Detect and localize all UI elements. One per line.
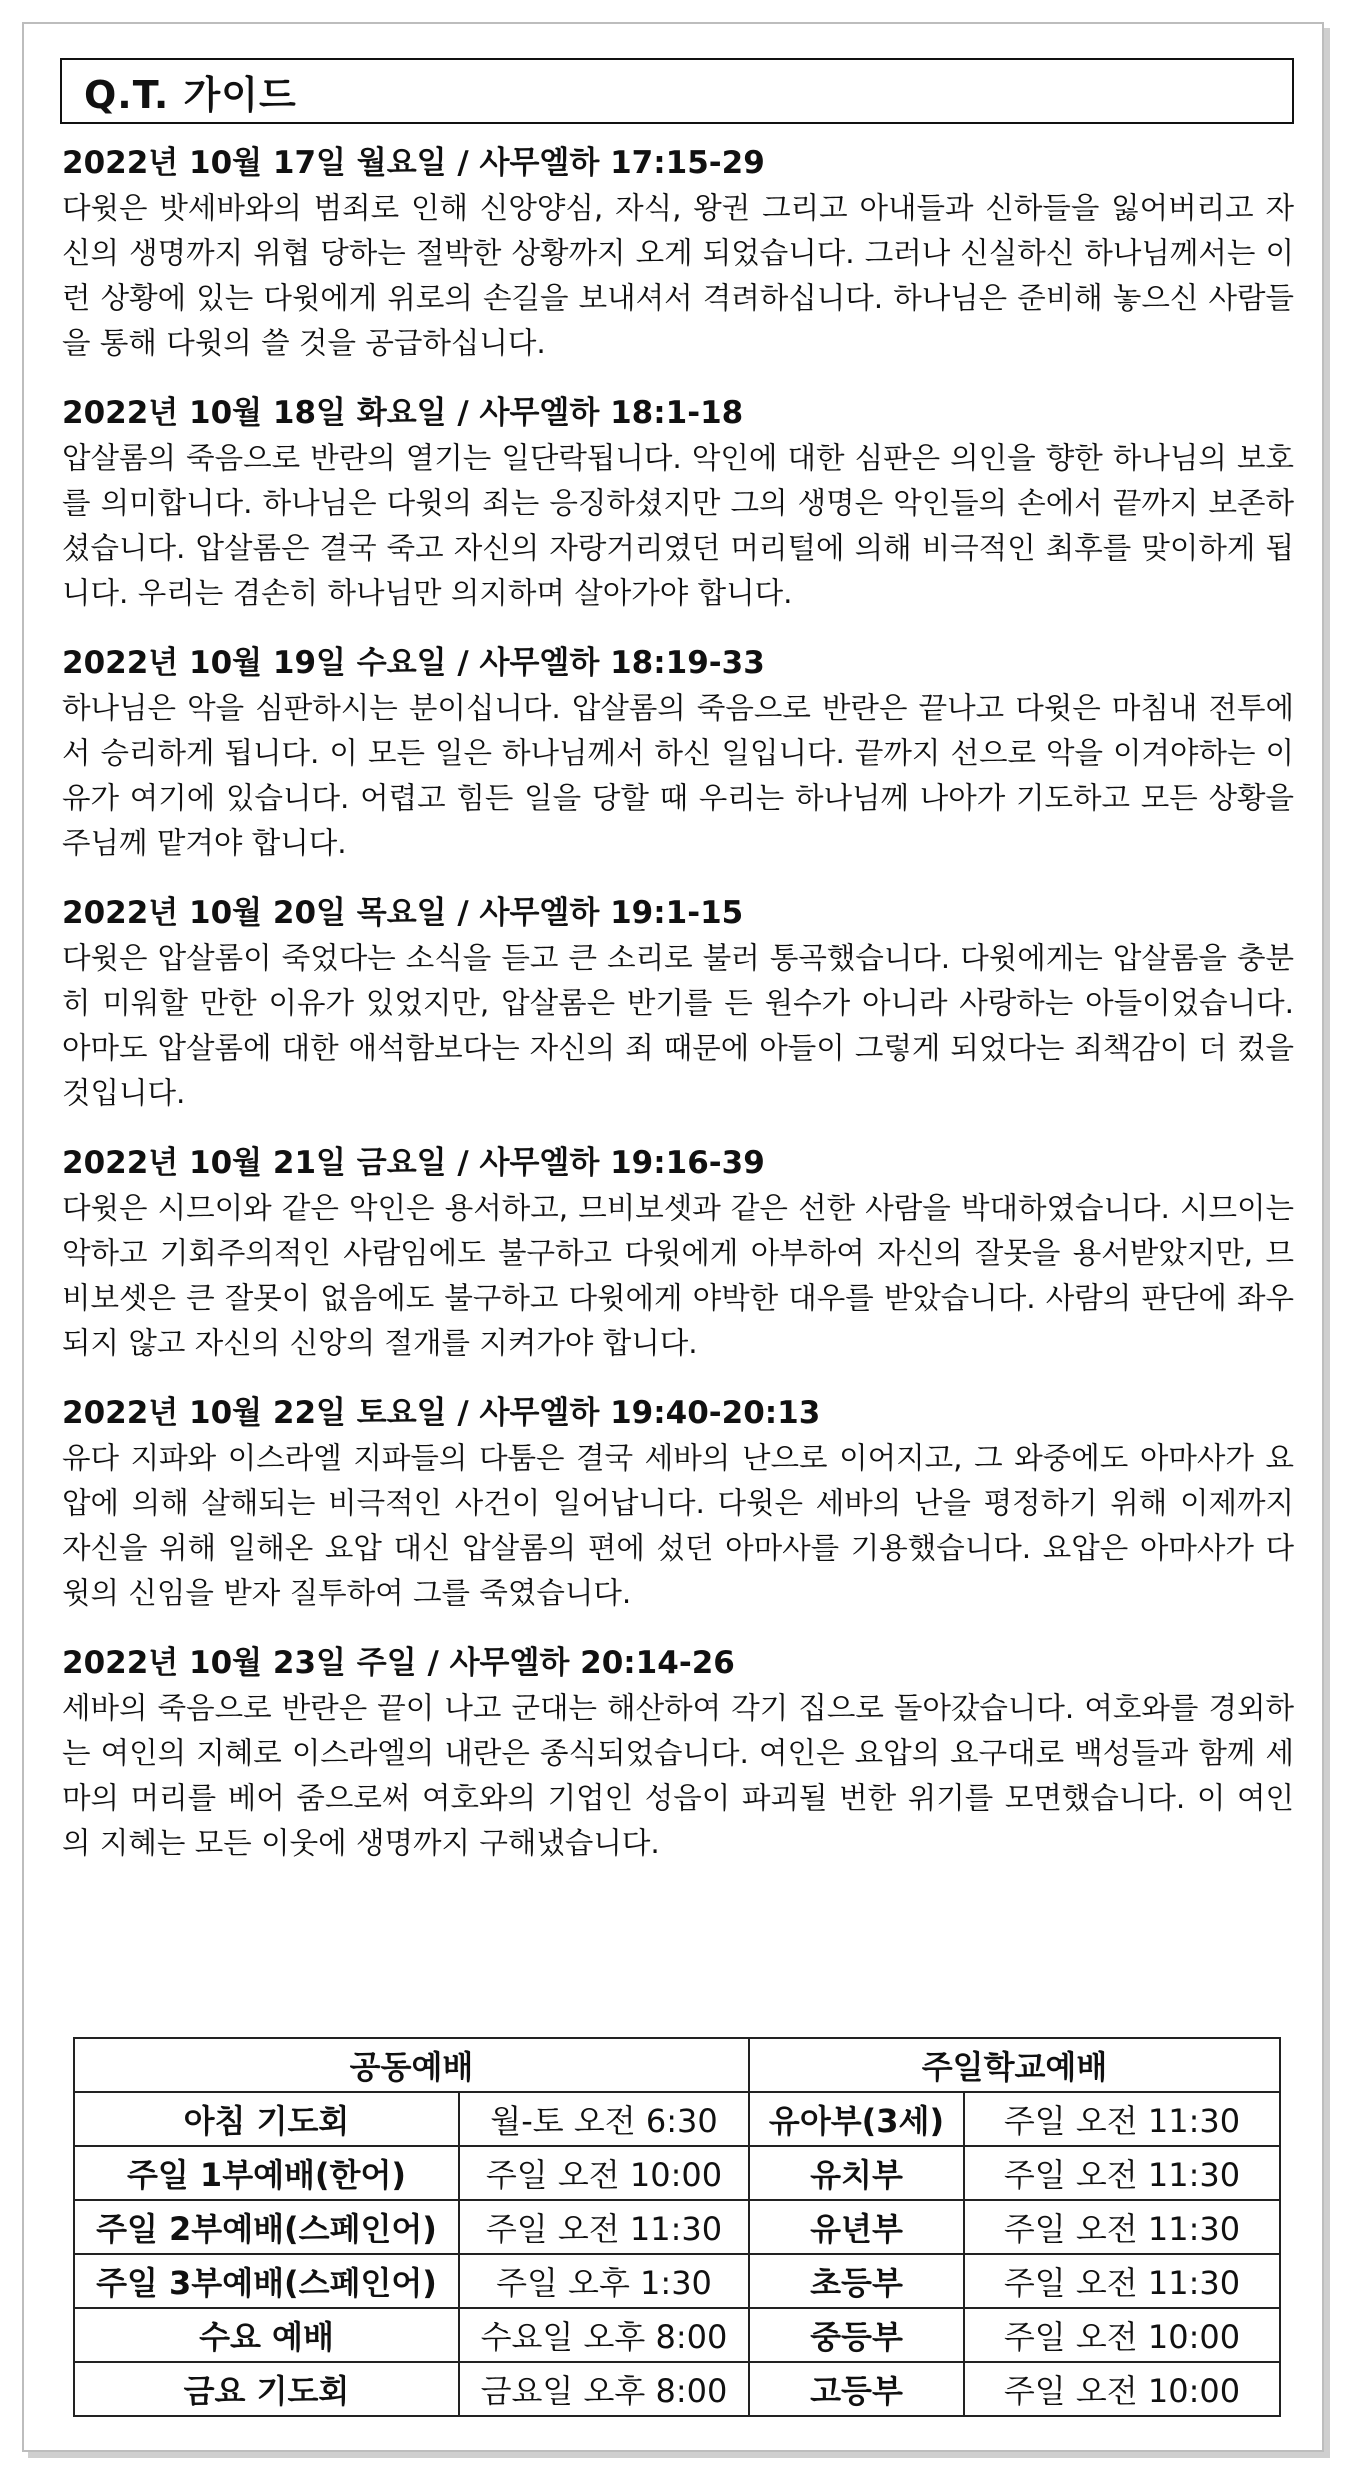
school-time: 주일 오전 11:30 bbox=[964, 2092, 1280, 2146]
school-name: 초등부 bbox=[749, 2254, 964, 2308]
service-name: 주일 1부예배(한어) bbox=[74, 2146, 459, 2200]
school-time: 주일 오전 10:00 bbox=[964, 2362, 1280, 2416]
table-row bbox=[74, 2362, 1280, 2416]
entry-body: 유다 지파와 이스라엘 지파들의 다툼은 결국 세바의 난으로 이어지고, 그 와중에도 아마사가 요압에 의해 살해되는 비극적인 사건이 일어납니다. 다윗은 세바의 난을 평정하기 위해 이제까지 자신을 위해 일해온 요압 대신 압살롬의 편에 섰던 아마사를 기용했습니다. 요압은 아마사가 다윗의 신임을 받자 질투하여 그를 죽였습니다. bbox=[62, 1441, 1294, 1610]
entry-body: 다윗은 시므이와 같은 악인은 용서하고, 므비보셋과 같은 선한 사람을 박대하였습니다. 시므이는 악하고 기회주의적인 사람임에도 불구하고 다윗에게 아부하여 자신의 잘못을 용서받았지만, 므비보셋은 큰 잘못이 없음에도 불구하고 다윗에게 야박한 대우를 받았습니다. 사람의 판단에 좌우되지 않고 자신의 신앙의 절개를 지켜가야 합니다. bbox=[62, 1191, 1294, 1360]
service-name: 수요 예배 bbox=[74, 2308, 459, 2362]
entry-heading: 2022년 10월 18일 화요일 / 사무엘하 18:1-18 bbox=[62, 395, 744, 431]
service-time: 수요일 오후 8:00 bbox=[459, 2308, 749, 2362]
table-row bbox=[74, 2092, 1280, 2146]
qt-entry bbox=[62, 140, 1294, 366]
school-name: 유치부 bbox=[749, 2146, 964, 2200]
entry-heading: 2022년 10월 23일 주일 / 사무엘하 20:14-26 bbox=[62, 1645, 735, 1681]
entry-body: 다윗은 밧세바와의 범죄로 인해 신앙양심, 자식, 왕권 그리고 아내들과 신하들을 잃어버리고 자신의 생명까지 위협 당하는 절박한 상황까지 오게 되었습니다. 그러나 신실하신 하나님께서는 이런 상황에 있는 다윗에게 위로의 손길을 보내셔서 격려하십니다. 하나님은 준비해 놓으신 사람들을 통해 다윗의 쓸 것을 공급하십니다. bbox=[62, 191, 1294, 360]
service-time: 주일 오전 10:00 bbox=[459, 2146, 749, 2200]
school-name: 고등부 bbox=[749, 2362, 964, 2416]
school-time: 주일 오전 11:30 bbox=[964, 2254, 1280, 2308]
service-name: 주일 2부예배(스페인어) bbox=[74, 2200, 459, 2254]
qt-entry bbox=[62, 390, 1294, 616]
qt-entry bbox=[62, 1640, 1294, 1866]
page-title: Q.T. 가이드 bbox=[60, 58, 1294, 124]
qt-entry bbox=[62, 640, 1294, 866]
school-name: 유년부 bbox=[749, 2200, 964, 2254]
header-common-worship: 공동예배 bbox=[74, 2038, 749, 2092]
entry-heading: 2022년 10월 21일 금요일 / 사무엘하 19:16-39 bbox=[62, 1145, 765, 1181]
qt-entry bbox=[62, 1140, 1294, 1366]
school-name: 중등부 bbox=[749, 2308, 964, 2362]
service-name: 주일 3부예배(스페인어) bbox=[74, 2254, 459, 2308]
header-sunday-school: 주일학교예배 bbox=[749, 2038, 1280, 2092]
table-row bbox=[74, 2308, 1280, 2362]
table-row bbox=[74, 2146, 1280, 2200]
table-row bbox=[74, 2254, 1280, 2308]
qt-entry bbox=[62, 890, 1294, 1116]
worship-schedule-table bbox=[73, 2037, 1281, 2417]
entry-heading: 2022년 10월 20일 목요일 / 사무엘하 19:1-15 bbox=[62, 895, 744, 931]
school-time: 주일 오전 11:30 bbox=[964, 2146, 1280, 2200]
school-time: 주일 오전 10:00 bbox=[964, 2308, 1280, 2362]
entry-heading: 2022년 10월 22일 토요일 / 사무엘하 19:40-20:13 bbox=[62, 1395, 821, 1431]
entry-body: 세바의 죽음으로 반란은 끝이 나고 군대는 해산하여 각기 집으로 돌아갔습니다. 여호와를 경외하는 여인의 지혜로 이스라엘의 내란은 종식되었습니다. 여인은 요압의 요구대로 백성들과 함께 세마의 머리를 베어 줌으로써 여호와의 기업인 성읍이 파괴될 번한 위기를 모면했습니다. 이 여인의 지혜는 모든 이웃에 생명까지 구해냈습니다. bbox=[62, 1691, 1294, 1860]
entry-body: 다윗은 압살롬이 죽었다는 소식을 듣고 큰 소리로 불러 통곡했습니다. 다윗에게는 압살롬을 충분히 미워할 만한 이유가 있었지만, 압살롬은 반기를 든 원수가 아니라 사랑하는 아들이었습니다. 아마도 압살롬에 대한 애석함보다는 자신의 죄 때문에 아들이 그렇게 되었다는 죄책감이 더 컸을 것입니다. bbox=[62, 941, 1294, 1110]
table-header-row bbox=[74, 2038, 1280, 2092]
qt-entries bbox=[62, 140, 1294, 1890]
service-time: 금요일 오후 8:00 bbox=[459, 2362, 749, 2416]
entry-body: 압살롬의 죽음으로 반란의 열기는 일단락됩니다. 악인에 대한 심판은 의인을 향한 하나님의 보호를 의미합니다. 하나님은 다윗의 죄는 응징하셨지만 그의 생명은 악인들의 손에서 끝까지 보존하셨습니다. 압살롬은 결국 죽고 자신의 자랑거리였던 머리털에 의해 비극적인 최후를 맞이하게 됩니다. 우리는 겸손히 하나님만 의지하며 살아가야 합니다. bbox=[62, 441, 1294, 610]
entry-heading: 2022년 10월 19일 수요일 / 사무엘하 18:19-33 bbox=[62, 645, 765, 681]
service-name: 아침 기도회 bbox=[74, 2092, 459, 2146]
qt-entry bbox=[62, 1390, 1294, 1616]
table-row bbox=[74, 2200, 1280, 2254]
school-time: 주일 오전 11:30 bbox=[964, 2200, 1280, 2254]
service-time: 주일 오후 1:30 bbox=[459, 2254, 749, 2308]
school-name: 유아부(3세) bbox=[749, 2092, 964, 2146]
entry-body: 하나님은 악을 심판하시는 분이십니다. 압살롬의 죽음으로 반란은 끝나고 다윗은 마침내 전투에서 승리하게 됩니다. 이 모든 일은 하나님께서 하신 일입니다. 끝까지 선으로 악을 이겨야하는 이유가 여기에 있습니다. 어렵고 힘든 일을 당할 때 우리는 하나님께 나아가 기도하고 모든 상황을 주님께 맡겨야 합니다. bbox=[62, 691, 1294, 860]
entry-heading: 2022년 10월 17일 월요일 / 사무엘하 17:15-29 bbox=[62, 145, 765, 181]
service-time: 주일 오전 11:30 bbox=[459, 2200, 749, 2254]
service-name: 금요 기도회 bbox=[74, 2362, 459, 2416]
service-time: 월-토 오전 6:30 bbox=[459, 2092, 749, 2146]
